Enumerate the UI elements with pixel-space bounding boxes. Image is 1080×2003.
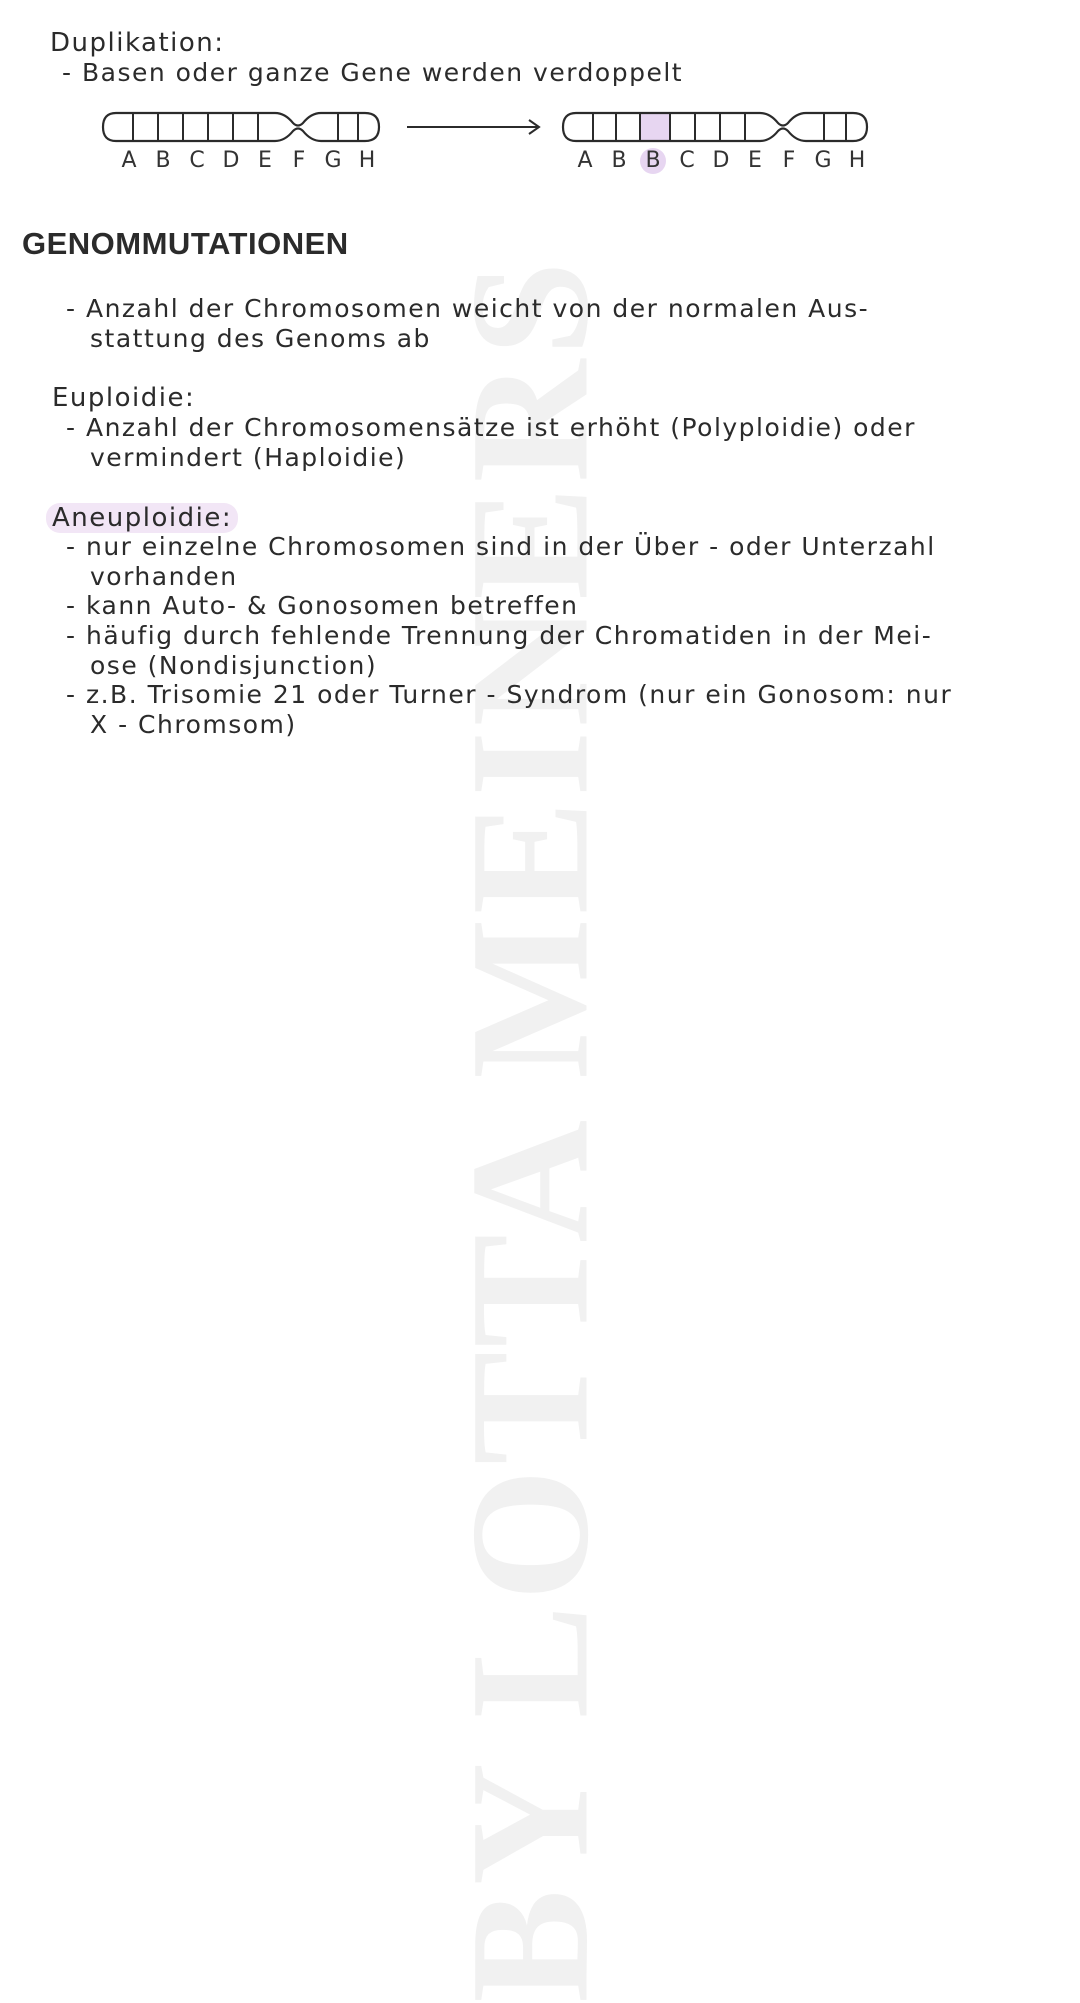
aneuploidie-line-6: - z.B. Trisomie 21 oder Turner - Syndrom (nur ein Gonosom: nur — [66, 680, 953, 709]
aneuploidie-line-7: X - Chromsom) — [90, 710, 297, 739]
gene-label: A — [121, 148, 137, 173]
gene-label: G — [814, 148, 832, 173]
euploidie-line-1: - Anzahl der Chromosomensätze ist erhöht (Polyploidie) oder — [66, 413, 916, 442]
gene-label: D — [712, 148, 730, 173]
gene-label: B — [155, 148, 171, 173]
gene-label: D — [222, 148, 240, 173]
aneuploidie-line-4: - häufig durch fehlende Trennung der Chromatiden in der Mei- — [66, 621, 933, 650]
gene-label: F — [292, 148, 306, 173]
aneuploidie-heading: Aneuploidie: — [52, 503, 238, 533]
gene-label: C — [679, 148, 695, 173]
gene-label: E — [748, 148, 762, 173]
euploidie-line-2: vermindert (Haploidie) — [90, 443, 407, 472]
chromosome-duplicated-labels — [568, 148, 874, 174]
gene-label: H — [358, 148, 376, 173]
gene-label: H — [848, 148, 866, 173]
chromosome-original — [100, 110, 382, 144]
gene-label: A — [577, 148, 593, 173]
chromosome-original-labels — [112, 148, 384, 173]
chromosome-duplicated — [560, 110, 870, 144]
arrow-right-icon — [405, 117, 545, 137]
gene-label: F — [782, 148, 796, 173]
section-title: GENOMMUTATIONEN — [22, 226, 349, 261]
aneuploidie-line-2: vorhanden — [90, 562, 238, 591]
aneuploidie-line-5: ose (Nondisjunction) — [90, 651, 378, 680]
gene-label: C — [189, 148, 205, 173]
genom-line-1: - Anzahl der Chromosomen weicht von der normalen Aus- — [66, 294, 870, 323]
aneuploidie-line-3: - kann Auto- & Gonosomen betreffen — [66, 591, 579, 620]
gene-label: B — [611, 148, 627, 173]
gene-label: E — [258, 148, 272, 173]
aneuploidie-line-1: - nur einzelne Chromosomen sind in der Über - oder Unterzahl — [66, 532, 936, 561]
euploidie-heading: Euploidie: — [52, 383, 196, 413]
gene-label-duplicated: B — [640, 148, 666, 174]
duplikation-heading: Duplikation: — [50, 28, 225, 58]
gene-label: G — [324, 148, 342, 173]
genom-line-2: stattung des Genoms ab — [90, 324, 431, 353]
duplikation-line-1: - Basen oder ganze Gene werden verdoppelt — [62, 58, 684, 87]
watermark: BY LOTTA MEINERS — [435, 257, 624, 2003]
